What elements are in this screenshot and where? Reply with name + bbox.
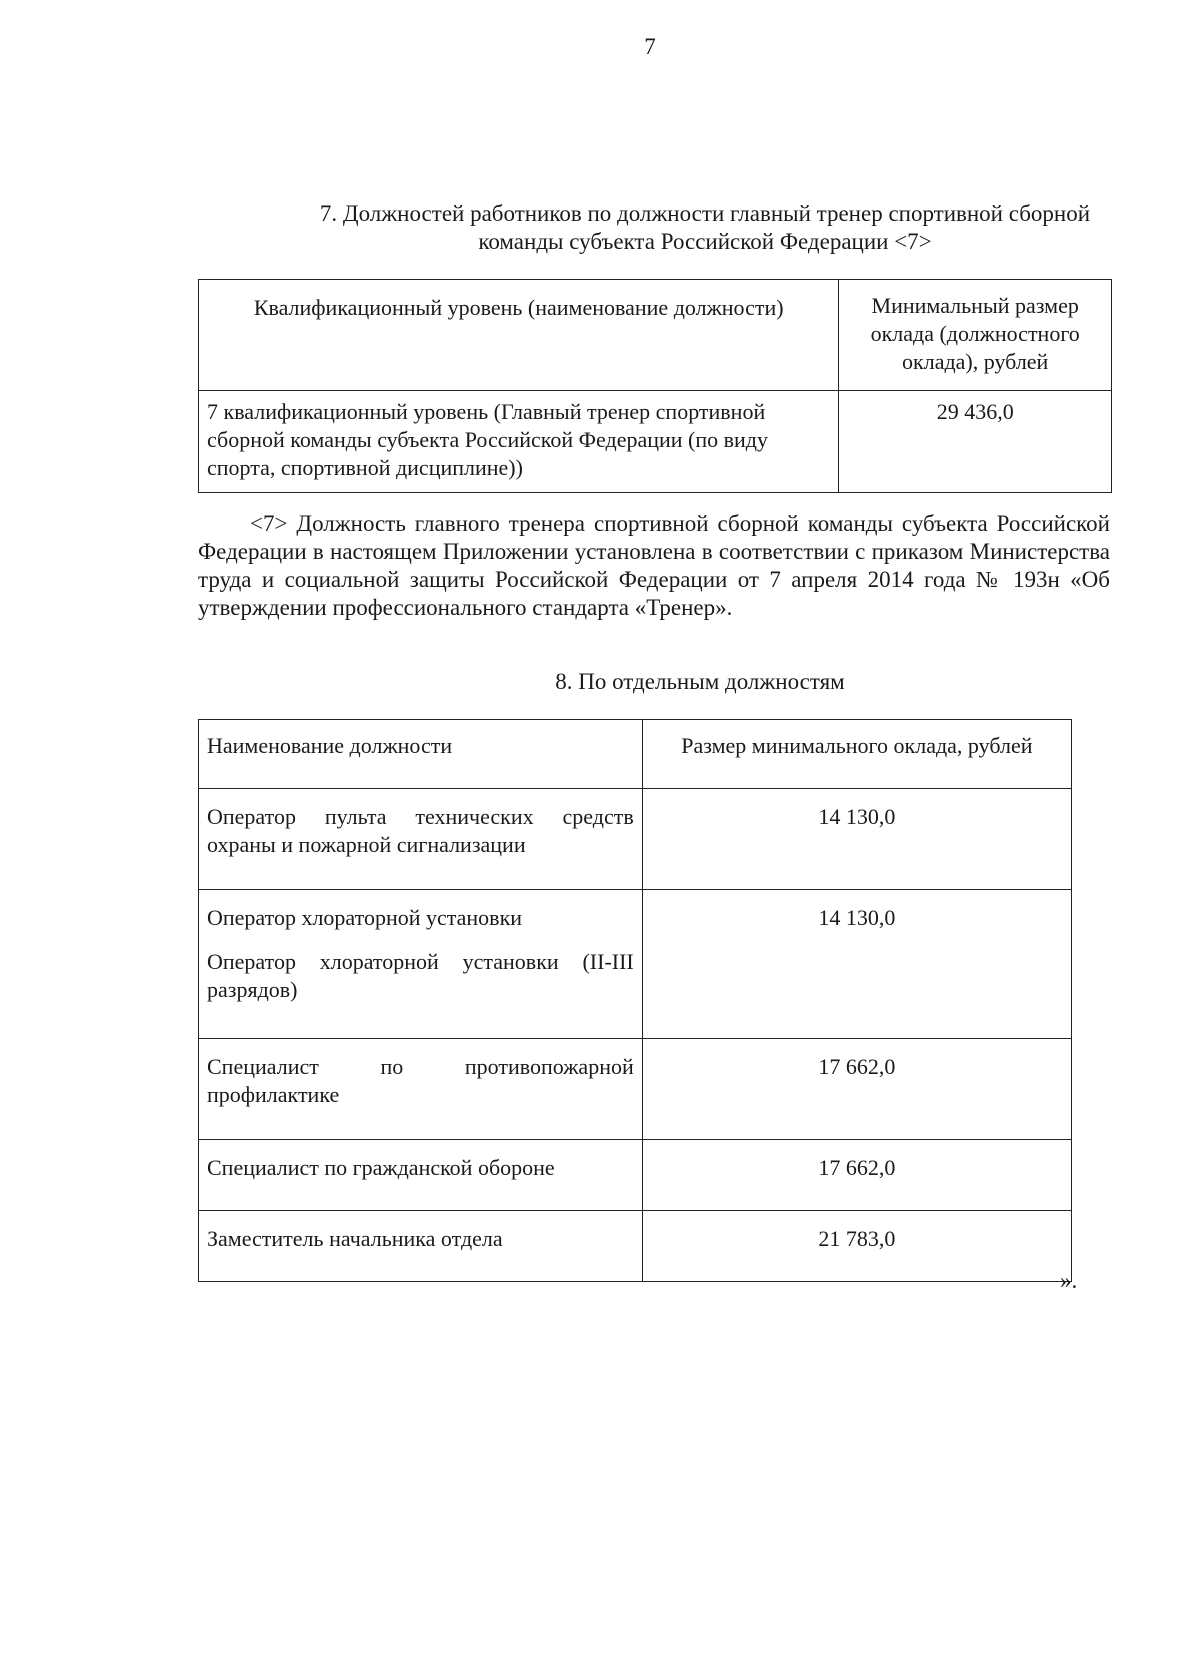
salary-value-cell: 14 130,0 — [642, 890, 1071, 1039]
salary-value-cell: 17 662,0 — [642, 1039, 1071, 1140]
position-name-cell — [199, 890, 643, 1039]
closing-quote-mark: ». — [1060, 1268, 1078, 1293]
position-name-cell: Специалист по противопожарной профилактике — [199, 1039, 643, 1140]
salary-value-cell: 14 130,0 — [642, 789, 1071, 890]
section-7-heading-line1: 7. Должностей работников по должности главный тренер спортивной сборной — [319, 201, 1091, 226]
page-number: 7 — [644, 34, 656, 59]
section-7-heading — [270, 200, 1140, 256]
table-row — [199, 789, 1072, 890]
table-row — [199, 1211, 1072, 1282]
table-header-qualification: Квалификационный уровень (наименование должности) — [199, 280, 839, 391]
section-7-heading-line2: команды субъекта Российской Федерации <7> — [478, 229, 932, 254]
salary-value-cell: 29 436,0 — [839, 391, 1112, 493]
salary-value-cell: 17 662,0 — [642, 1140, 1071, 1211]
position-name-cell: Оператор пульта технических средств охраны и пожарной сигнализации — [199, 789, 643, 890]
position-name-cell: Заместитель начальника отдела — [199, 1211, 643, 1282]
table-header-min-salary: Минимальный размер оклада (должностного оклада), рублей — [839, 280, 1112, 391]
salary-value-cell: 21 783,0 — [642, 1211, 1071, 1282]
section-8-heading: 8. По отдельным должностям — [555, 669, 845, 694]
position-name-cell: 7 квалификационный уровень (Главный тренер спортивной сборной команды субъекта Российской Федерации (по виду спорта, спортивной дисциплине)) — [199, 391, 839, 493]
position-name-extra-line: Оператор хлораторной установки (II-III разрядов) — [207, 949, 634, 1002]
section-7-table — [198, 279, 1112, 493]
table-row — [199, 1140, 1072, 1211]
table-row — [199, 391, 1112, 493]
table-header-min-salary: Размер минимального оклада, рублей — [642, 720, 1071, 789]
table-header-position-name: Наименование должности — [199, 720, 643, 789]
section-8-table — [198, 719, 1072, 1282]
position-name-line: Оператор хлораторной установки — [207, 905, 523, 930]
position-name-cell: Специалист по гражданской обороне — [199, 1140, 643, 1211]
table-row — [199, 1039, 1072, 1140]
footnote-7: <7> Должность главного тренера спортивной сборной команды субъекта Российской Федерации в настоящем Приложении установлена в соответствии с приказом Министерства труда и социальной защиты Российской Федерации от 7 апреля 2014 года № 193н «Об утверждении профессионального стандарта «Тренер». — [198, 511, 1110, 620]
table-header-row — [199, 720, 1072, 789]
table-header-row — [199, 280, 1112, 391]
table-row — [199, 890, 1072, 1039]
